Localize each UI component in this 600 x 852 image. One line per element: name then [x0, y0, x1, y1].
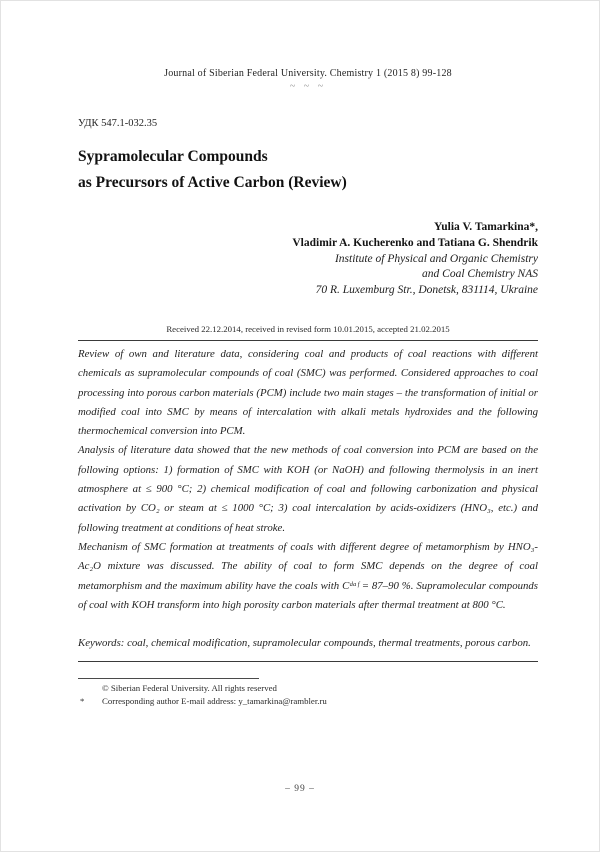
paper-title-line1: Sypramolecular Compounds [78, 148, 268, 165]
abstract-paragraph-1: Review of own and literature data, considering coal and products of coal reactions with different chemicals as supramolecular compounds of coal (SMC) was performed. Considered approaches to coal processing into porous carbon materials (PCM) include two main stages – the transformation of initial or modified coal into SMC by means of intercalation with alkali metals hydroxides and the following thermochemical conversion into PCM. [78, 347, 538, 438]
corresponding-author-line [78, 695, 538, 708]
footnote-divider [78, 678, 259, 679]
corresponding-author-text: Corresponding author E-mail address: y_tamarkina@rambler.ru [102, 695, 327, 706]
paper-title [78, 144, 538, 196]
affiliation-line2: and Coal Chemistry NAS [422, 268, 538, 281]
abstract-section [78, 345, 538, 615]
keywords-line: Keywords: coal, chemical modification, supramolecular compounds, thermal treatments, porous carbon. [78, 637, 531, 650]
page-number: – 99 – [285, 784, 315, 794]
affiliation-line3: 70 R. Luxemburg Str., Donetsk, 831114, Ukraine [315, 284, 538, 297]
footnotes-section [78, 682, 538, 707]
paper-title-line2: as Precursors of Active Carbon (Review) [78, 174, 347, 191]
divider-abstract-top [78, 340, 538, 341]
author-name-line1: Yulia V. Tamarkina*, [434, 221, 538, 233]
abstract-paragraph-3: Mechanism of SMC formation at treatments of coals with different degree of metamorphism by HNO₃-Ac₂O mixture was discussed. The ability of coal to form SMC depends on the degree of coal metamorphism and the maximum ability have the coals with Cᵈᵃᶠ = 87–90 %. Supramolecular compounds of coal with KOH transform into high porosity carbon materials after thermal treatment at 800 °C. [78, 540, 538, 611]
footnote-asterisk: * [80, 695, 85, 706]
journal-header: Journal of Siberian Federal University. Chemistry 1 (2015 8) 99-128 [164, 68, 452, 79]
affiliation-line1: Institute of Physical and Organic Chemistry [334, 252, 538, 265]
abstract-paragraph-2: Analysis of literature data showed that the new methods of coal conversion into PCM are based on the following options: 1) formation of SMC with KOH (or NaOH) and following thermolysis in an inert atmosphere at ≤ 900 °C; 2) chemical modification of coal and following carbonization and physical activation by CO₂ or steam at ≤ 1000 °C; 3) coal intercalation by acids-oxidizers (HNO₃, etc.) and following treatment at conditions of heat stroke. [78, 444, 538, 534]
received-dates: Received 22.12.2014, received in revised form 10.01.2015, accepted 21.02.2015 [166, 323, 450, 334]
divider-abstract-bottom [78, 661, 538, 662]
copyright-line [78, 682, 538, 695]
udc-code: УДК 547.1-032.35 [78, 118, 158, 129]
author-name-line2: Vladimir A. Kucherenko and Tatiana G. Shendrik [292, 236, 538, 249]
authors-block [78, 220, 538, 299]
header-ornament: ~ ~ ~ [289, 81, 327, 92]
copyright-text: © Siberian Federal University. All rights reserved [102, 683, 277, 694]
